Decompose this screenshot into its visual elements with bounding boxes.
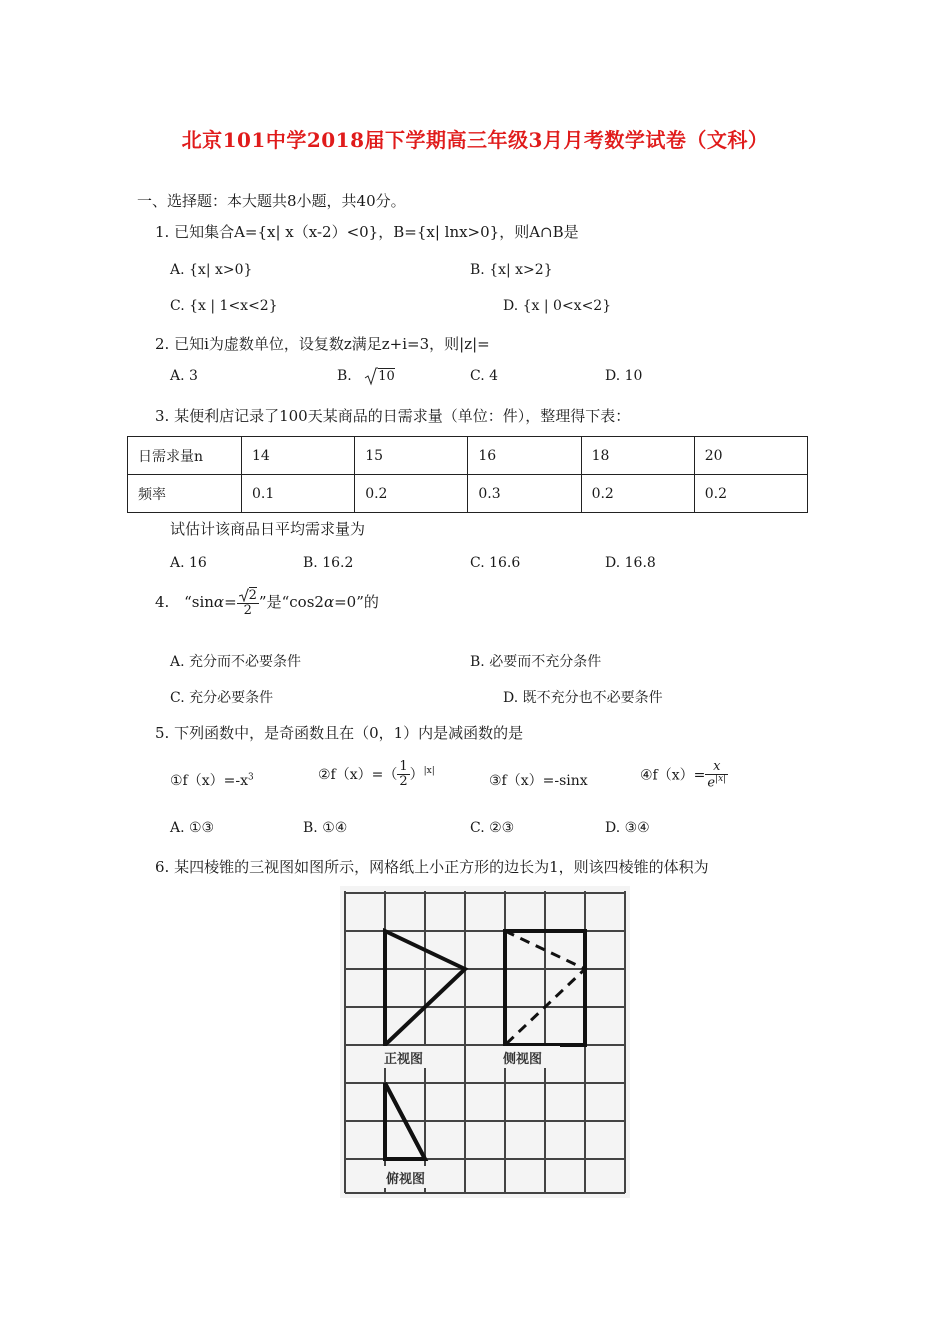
q3-stem: 3. 某便利店记录了100天某商品的日需求量（单位：件），整理得下表： bbox=[155, 407, 631, 425]
q3-option-d[interactable]: D. 16.8 bbox=[605, 555, 656, 571]
q5-f4-fraction: $\frac{x}{e^{|x|}}$ bbox=[707, 759, 727, 791]
q5-func-4: ④f（x）= $\frac{x}{e^{|x|}}$ bbox=[640, 759, 727, 791]
table-cell: 20 bbox=[694, 437, 807, 475]
q4-option-b[interactable]: B. 必要而不充分条件 bbox=[470, 654, 602, 670]
table-row bbox=[128, 437, 808, 475]
q4-stem bbox=[155, 588, 379, 618]
table-cell: 0.1 bbox=[242, 475, 355, 513]
page-title: 北京101中学2018届下学期高三年级3月月考数学试卷（文科） bbox=[181, 128, 769, 152]
q2-option-b-letter: B. bbox=[337, 368, 352, 384]
q4-fraction: $\frac{2}{2}$ bbox=[237, 588, 259, 618]
table-cell: 16 bbox=[468, 437, 581, 475]
q1-option-c[interactable]: C. {x | 1<x<2} bbox=[170, 298, 278, 314]
top-view-label: 俯视图 bbox=[386, 1172, 426, 1187]
q6-stem: 6. 某四棱锥的三视图如图所示，网格纸上小正方形的边长为1，则该四棱锥的体积为 bbox=[155, 858, 709, 876]
q2-option-b[interactable] bbox=[337, 366, 395, 386]
table-cell: 日需求量n bbox=[128, 437, 242, 475]
section-heading: 一、选择题：本大题共8小题，共40分。 bbox=[137, 192, 406, 210]
frequency-table bbox=[127, 436, 808, 513]
q5-stem: 5. 下列函数中，是奇函数且在（0，1）内是减函数的是 bbox=[155, 724, 524, 742]
q4-eq: = bbox=[224, 593, 237, 612]
q3-option-a[interactable]: A. 16 bbox=[170, 555, 207, 571]
table-cell: 14 bbox=[242, 437, 355, 475]
q1-stem: 1. 已知集合A={x| x（x-2）<0}，B={x| lnx>0}，则A∩B是 bbox=[155, 223, 579, 241]
q3-option-b[interactable]: B. 16.2 bbox=[303, 555, 354, 571]
q3-after-text: 试估计该商品日平均需求量为 bbox=[170, 520, 366, 538]
table-cell: 频率 bbox=[128, 475, 242, 513]
q3-option-c[interactable]: C. 16.6 bbox=[470, 555, 521, 571]
table-cell: 0.2 bbox=[355, 475, 468, 513]
q4-option-a[interactable]: A. 充分而不必要条件 bbox=[170, 654, 302, 670]
three-view-diagram bbox=[340, 886, 630, 1198]
q2-option-d[interactable]: D. 10 bbox=[605, 368, 643, 384]
q2-stem: 2. 已知i为虚数单位，设复数z满足z+i=3，则|z|= bbox=[155, 335, 490, 353]
q5-func-2: ②f（x）=（ $\frac{1}{2}$ ）$^{|x|}$ bbox=[318, 759, 435, 790]
table-cell: 15 bbox=[355, 437, 468, 475]
table-cell: 0.2 bbox=[694, 475, 807, 513]
q2-b-radicand: 10 bbox=[378, 369, 395, 384]
q1-option-b[interactable]: B. {x| x>2} bbox=[470, 262, 553, 278]
q1-option-a[interactable]: A. {x| x>0} bbox=[170, 262, 253, 278]
q5-f2-fraction: $\frac{1}{2}$ bbox=[399, 759, 408, 790]
q5-func-3: ③f（x）=-sinx bbox=[489, 773, 588, 789]
q5-func-1: $①f(x)=-x^3$ bbox=[170, 772, 254, 789]
alpha-symbol: α bbox=[323, 593, 335, 612]
alpha-symbol: α bbox=[213, 593, 225, 612]
q4-open: “sin bbox=[184, 593, 214, 612]
q4-mid: ”是“cos2 bbox=[258, 593, 324, 612]
table-cell: 0.2 bbox=[581, 475, 694, 513]
table-cell: 0.3 bbox=[468, 475, 581, 513]
table-cell: 18 bbox=[581, 437, 694, 475]
three-view-figure bbox=[340, 886, 630, 1202]
q4-tail: =0”的 bbox=[334, 593, 379, 612]
q2-option-a[interactable]: A. 3 bbox=[170, 368, 198, 384]
q4-option-d[interactable]: D. 既不充分也不必要条件 bbox=[503, 690, 663, 706]
q5-option-b[interactable]: B. ①④ bbox=[303, 820, 348, 836]
sqrt-icon bbox=[239, 588, 249, 602]
q1-option-d[interactable]: D. {x | 0<x<2} bbox=[503, 298, 612, 314]
q4-option-c[interactable]: C. 充分必要条件 bbox=[170, 690, 274, 706]
q5-option-c[interactable]: C. ②③ bbox=[470, 820, 515, 836]
sqrt-icon bbox=[364, 366, 378, 386]
q5-option-a[interactable]: A. ①③ bbox=[170, 820, 215, 836]
q2-option-c[interactable]: C. 4 bbox=[470, 368, 499, 384]
front-view-label: 正视图 bbox=[384, 1052, 424, 1067]
q5-option-d[interactable]: D. ③④ bbox=[605, 820, 650, 836]
side-view-label: 侧视图 bbox=[503, 1052, 543, 1067]
q4-number: 4. bbox=[155, 593, 170, 612]
table-row bbox=[128, 475, 808, 513]
